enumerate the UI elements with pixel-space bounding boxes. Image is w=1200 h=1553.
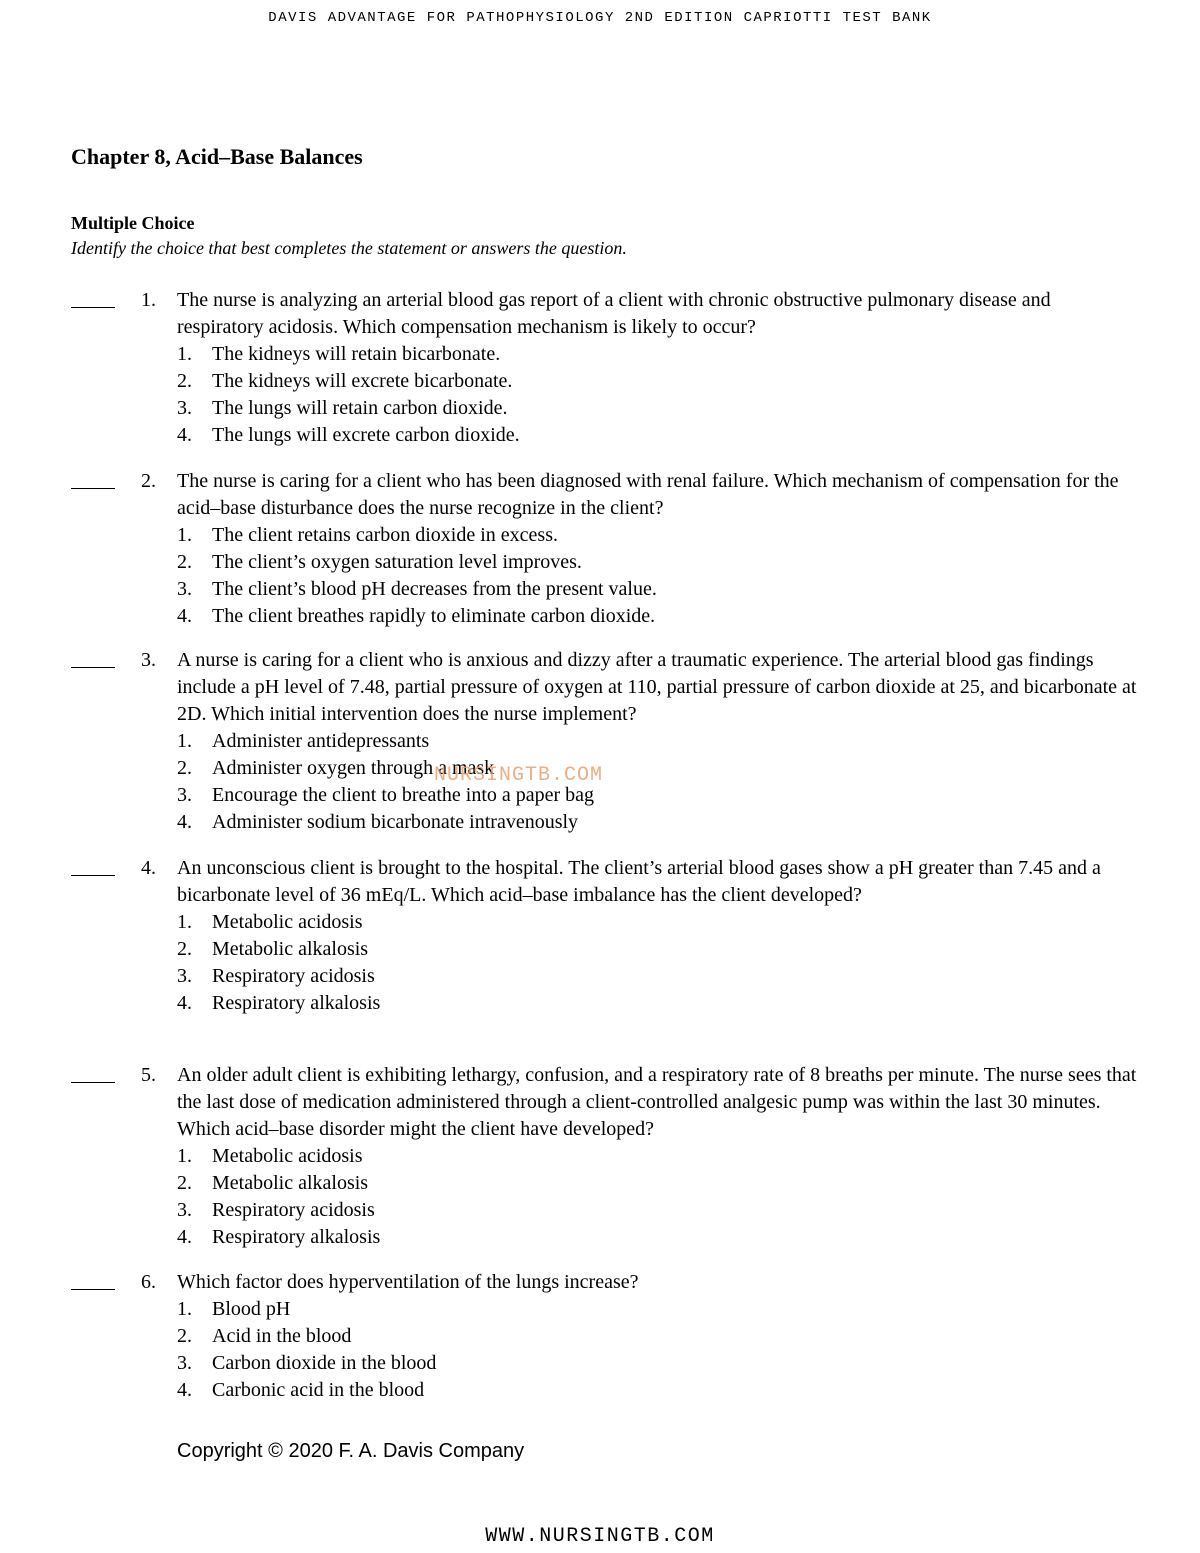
question-stem: An unconscious client is brought to the hospital. The client’s arterial blood gases show a pH greater than 7.45 and a bicarbonate level of 36 mEq/L. Which acid–base imbalance has the client developed? xyxy=(177,857,1101,906)
option-number: 3. xyxy=(177,784,192,806)
option-text: The lungs will excrete carbon dioxide. xyxy=(212,424,520,446)
option-number: 4. xyxy=(177,811,192,833)
running-header: DAVIS ADVANTAGE FOR PATHOPHYSIOLOGY 2ND EDITION CAPRIOTTI TEST BANK xyxy=(268,10,932,26)
option-number: 1. xyxy=(177,1298,192,1320)
answer-blank[interactable] xyxy=(71,855,115,876)
option-list xyxy=(177,728,1200,836)
option-number: 4. xyxy=(177,1379,192,1401)
option-list xyxy=(177,909,1200,1017)
option-text: The client’s blood pH decreases from the present value. xyxy=(212,578,657,600)
option-number: 1. xyxy=(177,524,192,546)
option-text: Blood pH xyxy=(212,1298,291,1320)
option-number: 3. xyxy=(177,578,192,600)
answer-blank[interactable] xyxy=(71,647,115,668)
question-1 xyxy=(0,287,1200,449)
answer-blank[interactable] xyxy=(71,468,115,489)
option-number: 4. xyxy=(177,992,192,1014)
option-text: Encourage the client to breathe into a paper bag xyxy=(212,784,595,806)
option-text: Respiratory alkalosis xyxy=(212,1226,381,1248)
option-text: Respiratory alkalosis xyxy=(212,992,381,1014)
option xyxy=(177,422,1200,449)
option xyxy=(177,1323,1200,1350)
option xyxy=(177,782,1200,809)
question-stem: The nurse is analyzing an arterial blood gas report of a client with chronic obstructive pulmonary disease and respiratory acidosis. Which compensation mechanism is likely to occur? xyxy=(177,289,1051,338)
question-3 xyxy=(0,647,1200,836)
option xyxy=(177,368,1200,395)
answer-blank[interactable] xyxy=(71,1062,115,1083)
question-number: 4. xyxy=(141,857,156,879)
option xyxy=(177,395,1200,422)
option-text: Administer antidepressants xyxy=(212,730,430,752)
option xyxy=(177,341,1200,368)
option-text: Carbon dioxide in the blood xyxy=(212,1352,437,1374)
question-5 xyxy=(0,1062,1200,1251)
option-number: 1. xyxy=(177,1145,192,1167)
section-label: Multiple Choice xyxy=(71,213,195,233)
option xyxy=(177,909,1200,936)
option-list xyxy=(177,1143,1200,1251)
option-text: Carbonic acid in the blood xyxy=(212,1379,425,1401)
option xyxy=(177,809,1200,836)
option-text: The client breathes rapidly to eliminate carbon dioxide. xyxy=(212,605,656,627)
option-text: Acid in the blood xyxy=(212,1325,352,1347)
question-number: 6. xyxy=(141,1271,156,1293)
option-text: The kidneys will retain bicarbonate. xyxy=(212,343,501,365)
option-list xyxy=(177,341,1200,449)
answer-blank[interactable] xyxy=(71,1269,115,1290)
option-number: 4. xyxy=(177,424,192,446)
option-number: 3. xyxy=(177,1199,192,1221)
option xyxy=(177,1197,1200,1224)
option-text: Metabolic acidosis xyxy=(212,911,363,933)
option-text: The lungs will retain carbon dioxide. xyxy=(212,397,508,419)
option-text: Respiratory acidosis xyxy=(212,1199,375,1221)
question-stem: A nurse is caring for a client who is anxious and dizzy after a traumatic experience. The arterial blood gas findings include a pH level of 7.48, partial pressure of oxygen at 110, partial pressure of carbon dioxide at 25, and bicarbonate at 2D. Which initial intervention does the nurse implement? xyxy=(177,649,1137,725)
option-list xyxy=(177,1296,1200,1404)
section-instructions: Identify the choice that best completes the statement or answers the question. xyxy=(71,238,627,258)
question-2 xyxy=(0,468,1200,630)
option-number: 1. xyxy=(177,343,192,365)
question-number: 1. xyxy=(141,289,156,311)
question-stem: Which factor does hyperventilation of the lungs increase? xyxy=(177,1271,639,1293)
copyright-notice: Copyright © 2020 F. A. Davis Company xyxy=(177,1440,525,1462)
answer-blank[interactable] xyxy=(71,287,115,308)
option-number: 4. xyxy=(177,1226,192,1248)
option-text: Metabolic acidosis xyxy=(212,1145,363,1167)
option xyxy=(177,1224,1200,1251)
option xyxy=(177,1170,1200,1197)
option-number: 2. xyxy=(177,551,192,573)
option-number: 2. xyxy=(177,1325,192,1347)
option-number: 3. xyxy=(177,397,192,419)
option xyxy=(177,1377,1200,1404)
question-number: 3. xyxy=(141,649,156,671)
option xyxy=(177,963,1200,990)
option xyxy=(177,603,1200,630)
option-text: Respiratory acidosis xyxy=(212,965,375,987)
option xyxy=(177,522,1200,549)
option-text: Administer oxygen through a mask xyxy=(212,757,495,779)
option xyxy=(177,990,1200,1017)
watermark: NURSINGTB.COM xyxy=(434,764,604,787)
option-number: 2. xyxy=(177,938,192,960)
option-text: Metabolic alkalosis xyxy=(212,938,369,960)
question-number: 5. xyxy=(141,1064,156,1086)
footer-url: WWW.NURSINGTB.COM xyxy=(485,1525,715,1548)
option-list xyxy=(177,522,1200,630)
option-number: 4. xyxy=(177,605,192,627)
chapter-title: Chapter 8, Acid–Base Balances xyxy=(71,144,363,169)
option-text: The kidneys will excrete bicarbonate. xyxy=(212,370,513,392)
option-number: 2. xyxy=(177,1172,192,1194)
option-number: 3. xyxy=(177,1352,192,1374)
option-number: 2. xyxy=(177,370,192,392)
question-number: 2. xyxy=(141,470,156,492)
question-4 xyxy=(0,855,1200,1017)
question-stem: An older adult client is exhibiting lethargy, confusion, and a respiratory rate of 8 breaths per minute. The nurse sees that the last dose of medication administered through a client-controlled analgesic pump was within the last 30 minutes. Which acid–base disorder might the client have developed? xyxy=(177,1064,1137,1140)
option xyxy=(177,1143,1200,1170)
option xyxy=(177,576,1200,603)
option-number: 2. xyxy=(177,757,192,779)
option xyxy=(177,1350,1200,1377)
option-number: 3. xyxy=(177,965,192,987)
option xyxy=(177,549,1200,576)
option xyxy=(177,936,1200,963)
option xyxy=(177,755,1200,782)
option-number: 1. xyxy=(177,911,192,933)
option xyxy=(177,1296,1200,1323)
question-6 xyxy=(0,1269,1200,1404)
option-text: The client retains carbon dioxide in excess. xyxy=(212,524,558,546)
option-number: 1. xyxy=(177,730,192,752)
question-stem: The nurse is caring for a client who has been diagnosed with renal failure. Which mechanism of compensation for the acid–base disturbance does the nurse recognize in the client? xyxy=(177,470,1119,519)
option-text: Metabolic alkalosis xyxy=(212,1172,369,1194)
option-text: Administer sodium bicarbonate intravenously xyxy=(212,811,579,833)
option xyxy=(177,728,1200,755)
option-text: The client’s oxygen saturation level improves. xyxy=(212,551,582,573)
